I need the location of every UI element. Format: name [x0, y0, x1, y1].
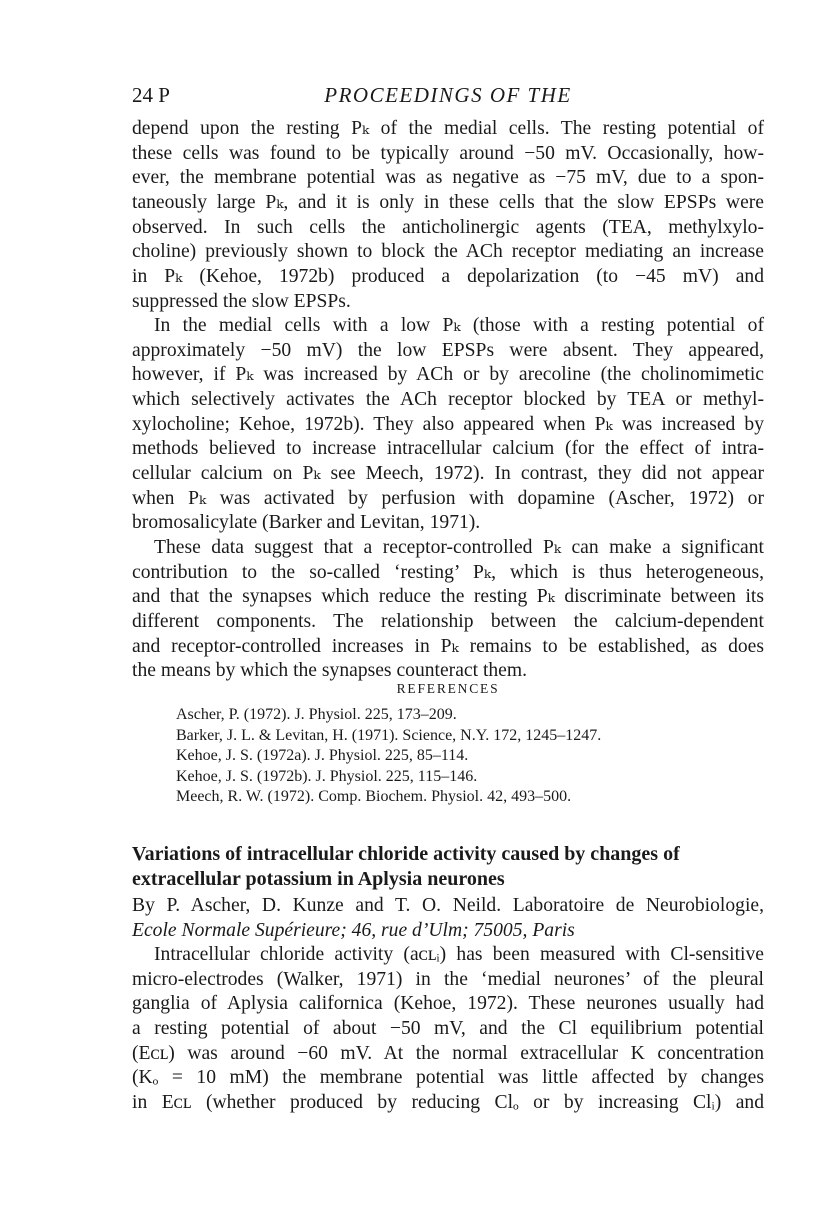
text-line: depend upon the resting Pₖ of the medial cells. The resting potential of [132, 118, 764, 139]
body-paragraph-1 [132, 117, 764, 314]
text-line: which selectively activates the ACh receptor blocked by TEA or methyl- [132, 388, 764, 410]
text-line: bromosalicylate (Barker and Levitan, 1971). [132, 512, 481, 534]
text-line: ever, the membrane potential was as negative as −75 mV, due to a spon- [132, 167, 764, 189]
text-line: (Eᴄʟ) was around −60 mV. At the normal extracellular K concentration [132, 1042, 764, 1064]
references-list [176, 705, 766, 808]
references-heading: REFERENCES [396, 681, 500, 696]
text-line: xylocholine; Kehoe, 1972b). They also appeared when Pₖ was increased by [132, 413, 764, 435]
text-line: the means by which the synapses counteract them. [132, 660, 528, 682]
reference-item: Meech, R. W. (1972). Comp. Biochem. Physiol. 42, 493–500. [176, 788, 572, 805]
text-line: however, if Pₖ was increased by ACh or by arecoline (the cholinomimetic [132, 364, 764, 386]
text-line: These data suggest that a receptor-controlled Pₖ can make a significant [154, 537, 764, 558]
text-line: these cells was found to be typically around −50 mV. Occasionally, how- [132, 142, 764, 164]
text-line: ganglia of Aplysia californica (Kehoe, 1972). These neurones usually had [132, 993, 764, 1015]
authors-line: By P. Ascher, D. Kunze and T. O. Neild. Laboratoire de Neurobiologie, [132, 895, 764, 916]
running-title: PROCEEDINGS OF THE [324, 83, 572, 107]
reference-item: Ascher, P. (1972). J. Physiol. 225, 173–209. [176, 706, 457, 723]
text-line: taneously large Pₖ, and it is only in these cells that the slow EPSPs were [132, 191, 764, 213]
text-line: in Eᴄʟ (whether produced by reducing Clₒ or by increasing Clᵢ) and [132, 1091, 764, 1113]
text-line: Intracellular chloride activity (aᴄʟᵢ) has been measured with Cl-sensitive [154, 944, 764, 965]
body-paragraph-4 [132, 943, 764, 1116]
text-line: cellular calcium on Pₖ see Meech, 1972). In contrast, they did not appear [132, 462, 764, 484]
article-title [132, 842, 764, 892]
body-paragraph-2 [132, 314, 764, 536]
text-line: observed. In such cells the anticholinergic agents (TEA, methylxylo- [132, 216, 764, 238]
page-number: 24 P [132, 83, 170, 107]
article-title-line: Variations of intracellular chloride activity caused by changes of [132, 843, 680, 865]
text-line: a resting potential of about −50 mV, and the Cl equilibrium potential [132, 1017, 764, 1039]
reference-item: Barker, J. L. & Levitan, H. (1971). Science, N.Y. 172, 1245–1247. [176, 726, 602, 744]
text-line: when Pₖ was activated by perfusion with dopamine (Ascher, 1972) or [132, 487, 764, 509]
text-line: In the medial cells with a low Pₖ (those with a resting potential of [154, 315, 764, 336]
article-authors [132, 894, 764, 943]
body-paragraph-3 [132, 536, 764, 684]
text-line: and that the synapses which reduce the resting Pₖ discriminate between its [132, 586, 764, 608]
text-line: contribution to the so-called ‘resting’ Pₖ, which is thus heterogeneous, [132, 561, 764, 583]
affiliation-line: Ecole Normale Supérieure; 46, rue d’Ulm; 75005, Paris [132, 919, 575, 941]
running-header [132, 83, 764, 111]
text-line: approximately −50 mV) the low EPSPs were absent. They appeared, [132, 339, 764, 361]
text-line: in Pₖ (Kehoe, 1972b) produced a depolarization (to −45 mV) and [132, 265, 764, 287]
text-line: suppressed the slow EPSPs. [132, 290, 351, 312]
text-line: and receptor-controlled increases in Pₖ remains to be established, as does [132, 635, 764, 657]
reference-item: Kehoe, J. S. (1972b). J. Physiol. 225, 115–146. [176, 767, 478, 785]
text-line: methods believed to increase intracellular calcium (for the effect of intra- [132, 438, 764, 460]
article-title-line: extracellular potassium in Aplysia neurones [132, 868, 505, 890]
text-line: different components. The relationship between the calcium-dependent [132, 610, 764, 632]
text-line: choline) previously shown to block the ACh receptor mediating an increase [132, 241, 764, 263]
text-line: micro-electrodes (Walker, 1971) in the ‘medial neurones’ of the pleural [132, 968, 764, 990]
text-line: (Kₒ = 10 mM) the membrane potential was little affected by changes [132, 1067, 764, 1089]
reference-item: Kehoe, J. S. (1972a). J. Physiol. 225, 85–114. [176, 747, 469, 764]
